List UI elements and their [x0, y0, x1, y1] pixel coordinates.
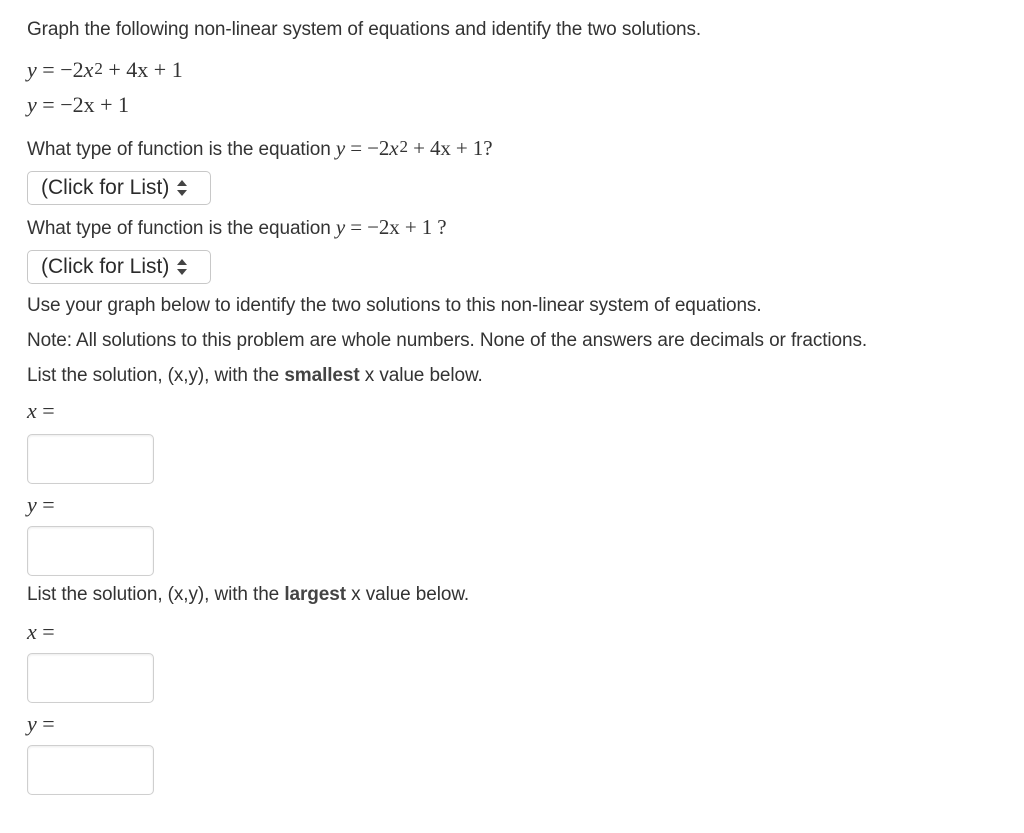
intro-text: Graph the following non-linear system of equations and identify the two solutions. — [27, 19, 702, 40]
equation-1-rest: + 4x + 1 — [108, 57, 183, 82]
question-2-text: What type of function is the equation — [27, 218, 336, 239]
equals-sign: = — [42, 711, 55, 736]
question-2-equation — [336, 215, 447, 239]
equation-2-equals: = — [42, 92, 55, 117]
question-1-rest: + 4x + 1? — [407, 136, 493, 160]
equals-sign: = — [42, 398, 55, 423]
arrow-up-icon — [177, 180, 187, 186]
smallest-x-input[interactable] — [28, 435, 153, 483]
y-variable: y — [27, 711, 37, 736]
equation-2-body: −2x + 1 — [60, 92, 130, 117]
smallest-x-input-box[interactable] — [27, 434, 154, 484]
arrow-up-icon — [177, 259, 187, 265]
y-variable: y — [27, 492, 37, 517]
smallest-y-input-box[interactable] — [27, 526, 154, 576]
instruction-text: Use your graph below to identify the two solutions to this non-linear system of equations. — [27, 295, 762, 316]
smallest-y-label — [27, 492, 55, 518]
question-1-equation — [336, 136, 493, 160]
largest-solution-prompt — [27, 583, 469, 607]
largest-x-input-box[interactable] — [27, 653, 154, 703]
question-2-equals: = — [345, 215, 368, 239]
equals-sign: = — [42, 492, 55, 517]
question-1-lhs: y — [335, 136, 346, 160]
equation-1-var: x — [83, 57, 94, 82]
equation-1-exponent: 2 — [94, 59, 103, 78]
equation-1-lhs: y — [27, 57, 37, 82]
equation-2 — [27, 92, 129, 118]
equation-1-equals: = — [42, 57, 55, 82]
largest-y-label — [27, 711, 55, 737]
smallest-bold: smallest — [284, 365, 360, 386]
equation-1-minus: − — [60, 57, 73, 82]
equation-2-lhs: y — [27, 92, 37, 117]
up-down-arrows-icon — [176, 259, 188, 275]
question-1-coef: 2 — [378, 136, 390, 160]
equals-sign: = — [42, 619, 55, 644]
equation-1-coef: 2 — [72, 57, 84, 82]
x-variable: x — [27, 619, 37, 644]
arrow-down-icon — [177, 190, 187, 196]
smallest-y-input[interactable] — [28, 527, 153, 575]
largest-y-input[interactable] — [28, 746, 153, 794]
arrow-down-icon — [177, 269, 187, 275]
question-1-exponent: 2 — [399, 137, 408, 156]
largest-suffix: x value below. — [345, 584, 470, 605]
select-1-label: (Click for List) — [41, 176, 170, 199]
smallest-solution-prompt — [27, 364, 483, 388]
smallest-prefix: List the solution, (x,y), with the — [27, 365, 285, 386]
up-down-arrows-icon — [176, 180, 188, 196]
note-text: Note: All solutions to this problem are whole numbers. None of the answers are decimals or fractions. — [27, 330, 868, 351]
question-2-body: −2x + 1 ? — [367, 215, 447, 239]
smallest-x-label — [27, 398, 55, 424]
function-type-select-1[interactable] — [27, 171, 211, 205]
question-1-text: What type of function is the equation — [27, 139, 336, 160]
largest-x-input[interactable] — [28, 654, 153, 702]
largest-x-label — [27, 619, 55, 645]
question-1-minus: − — [367, 136, 379, 160]
question-1 — [27, 136, 492, 162]
smallest-suffix: x value below. — [359, 365, 483, 386]
problem-content — [27, 0, 1017, 833]
largest-bold: largest — [284, 584, 346, 605]
question-2 — [27, 215, 446, 241]
largest-prefix: List the solution, (x,y), with the — [27, 584, 285, 605]
x-variable: x — [27, 398, 37, 423]
question-2-lhs: y — [335, 215, 346, 239]
question-1-var: x — [389, 136, 399, 160]
select-2-label: (Click for List) — [41, 255, 170, 278]
largest-y-input-box[interactable] — [27, 745, 154, 795]
function-type-select-2[interactable] — [27, 250, 211, 284]
question-1-equals: = — [345, 136, 368, 160]
equation-1 — [27, 57, 183, 85]
